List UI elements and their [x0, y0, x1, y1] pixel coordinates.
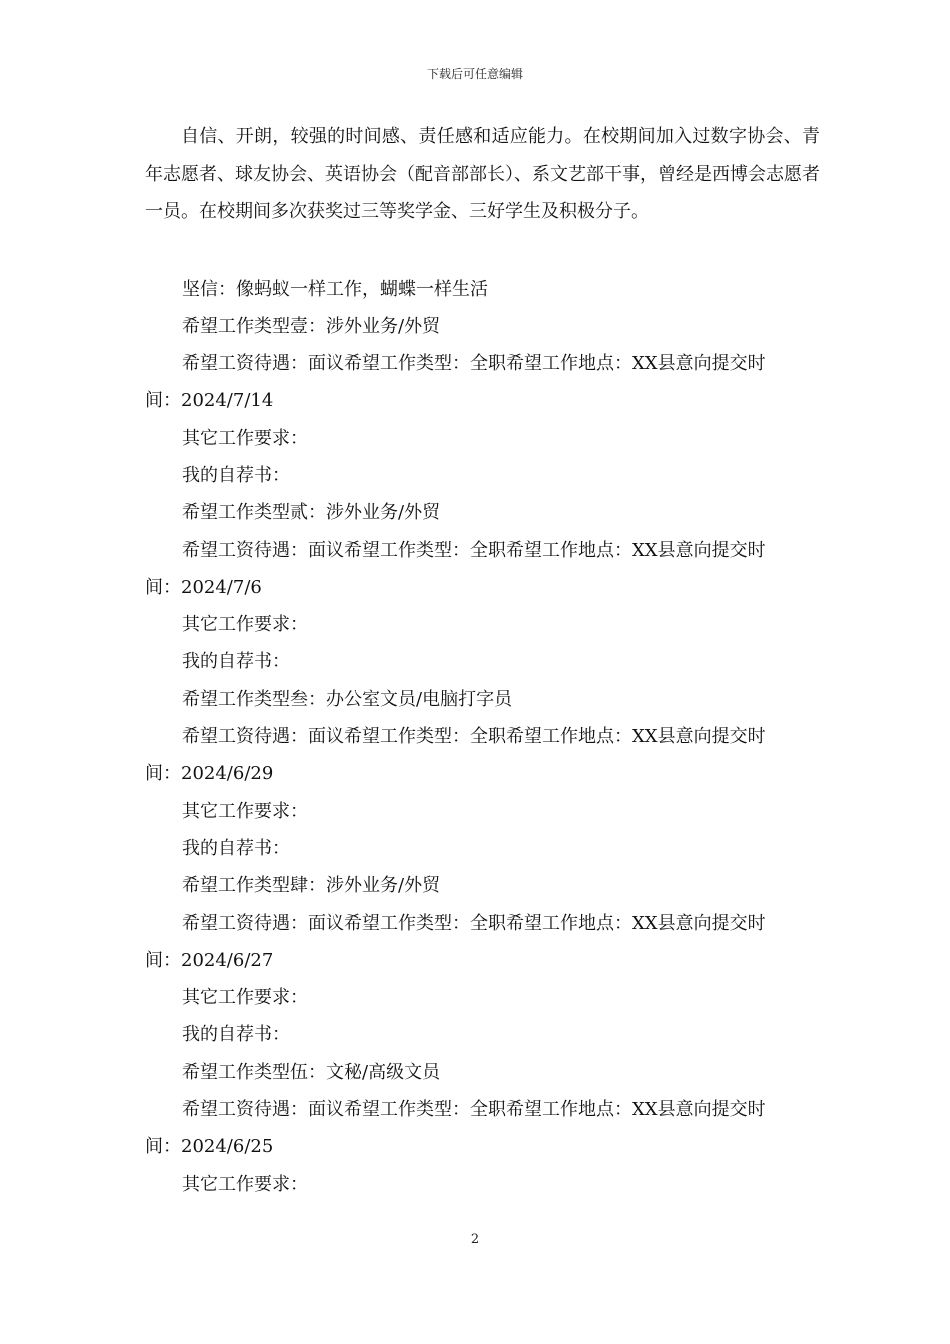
other-requirements-line: 其它工作要求： — [182, 987, 308, 1009]
job-type-line: 希望工作类型壹：涉外业务/外贸 — [182, 315, 441, 337]
date-line: 间：2024/6/27 — [145, 949, 274, 971]
page-header: 下载后可任意编辑 — [426, 67, 523, 81]
date-line: 间：2024/7/14 — [145, 390, 274, 412]
salary-line: 希望工资待遇：面议希望工作类型：全职希望工作地点：XX县意向提交时 — [182, 912, 766, 934]
page-number: 2 — [470, 1232, 480, 1247]
job-type-line: 希望工作类型叁：办公室文员/电脑打字员 — [182, 688, 513, 710]
other-requirements-line: 其它工作要求： — [182, 800, 308, 822]
date-line: 间：2024/7/6 — [145, 576, 262, 598]
motto-line: 坚信：像蚂蚁一样工作，蝴蝶一样生活 — [182, 278, 488, 300]
salary-line: 希望工资待遇：面议希望工作类型：全职希望工作地点：XX县意向提交时 — [182, 1099, 766, 1121]
job-type-line: 希望工作类型贰：涉外业务/外贸 — [182, 502, 441, 524]
salary-line: 希望工资待遇：面议希望工作类型：全职希望工作地点：XX县意向提交时 — [182, 726, 766, 748]
date-line: 间：2024/6/29 — [145, 763, 274, 785]
self-recommendation-line: 我的自荐书： — [182, 464, 290, 486]
self-recommendation-line: 我的自荐书： — [182, 837, 290, 859]
salary-line: 希望工资待遇：面议希望工作类型：全职希望工作地点：XX县意向提交时 — [182, 539, 766, 561]
self-recommendation-line: 我的自荐书： — [182, 1024, 290, 1046]
self-recommendation-line: 我的自荐书： — [182, 651, 290, 673]
salary-line: 希望工资待遇：面议希望工作类型：全职希望工作地点：XX县意向提交时 — [182, 353, 766, 375]
date-line: 间：2024/6/25 — [145, 1136, 274, 1158]
job-preferences — [145, 271, 820, 1203]
other-requirements-line: 其它工作要求： — [182, 1173, 308, 1195]
intro-paragraph: 自信、开朗，较强的时间感、责任感和适应能力。在校期间加入过数字协会、青年志愿者、球友协会、英语协会（配音部部长）、系文艺部干事，曾经是西博会志愿者一员。在校期间多次获奖过三等奖学金、三好学生及积极分子。 — [145, 126, 820, 222]
document-body — [145, 118, 820, 1203]
other-requirements-line: 其它工作要求： — [182, 614, 308, 636]
other-requirements-line: 其它工作要求： — [182, 427, 308, 449]
job-type-line: 希望工作类型肆：涉外业务/外贸 — [182, 875, 441, 897]
job-type-line: 希望工作类型伍：文秘/高级文员 — [182, 1061, 441, 1083]
